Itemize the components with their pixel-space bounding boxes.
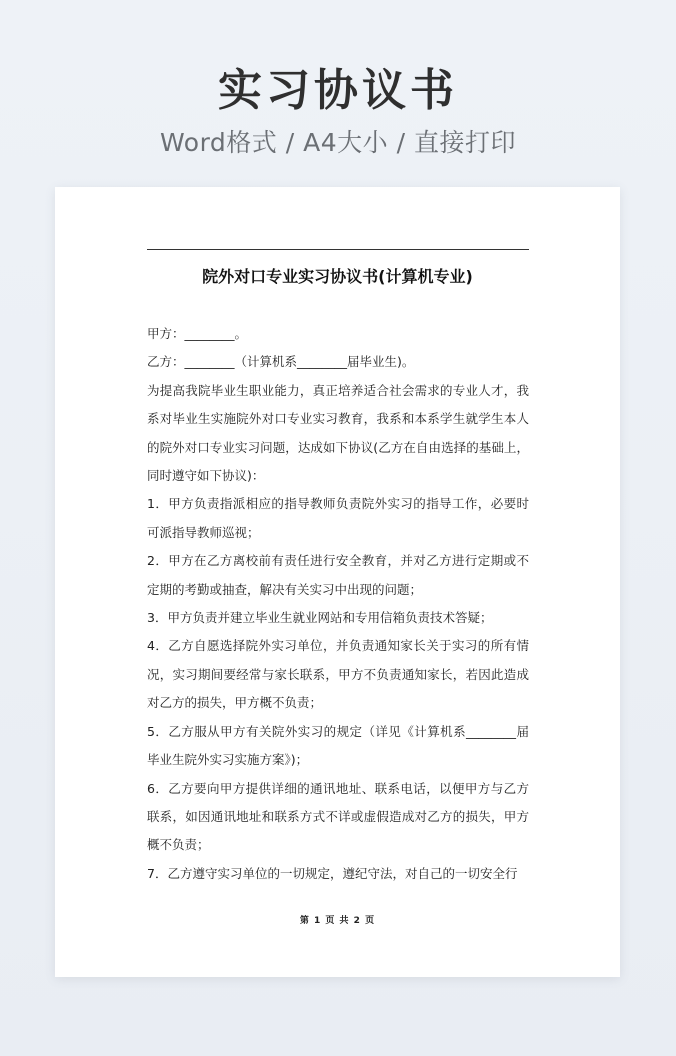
hero-header: [0, 58, 676, 160]
party-b-line: 乙方：________（计算机系________届毕业生)。: [147, 354, 415, 370]
clause-4: 4．乙方自愿选择院外实习单位，并负责通知家长关于实习的所有情况，实习期间要经常与家长联系，甲方不负责通知家长，若因此造成对乙方的损失，甲方概不负责；: [147, 638, 529, 711]
header-rule: [147, 249, 529, 250]
clause-6: 6．乙方要向甲方提供详细的通讯地址、联系电话，以便甲方与乙方联系，如因通讯地址和联系方式不详或虚假造成对乙方的损失，甲方概不负责；: [147, 780, 529, 853]
document-body: [147, 320, 529, 888]
clause-3: 3．甲方负责并建立毕业生就业网站和专用信箱负责技术答疑；: [147, 610, 493, 626]
document-title: 院外对口专业实习协议书(计算机专业): [202, 267, 473, 286]
clause-1: 1．甲方负责指派相应的指导教师负责院外实习的指导工作，必要时可派指导教师巡视；: [147, 496, 529, 540]
clause-5: 5．乙方服从甲方有关院外实习的规定（详见《计算机系________届毕业生院外实习实施方案》)；: [147, 723, 529, 768]
clause-7: 7．乙方遵守实习单位的一切规定，遵纪守法，对自己的一切安全行: [147, 865, 518, 881]
intro-paragraph: 为提高我院毕业生职业能力，真正培养适合社会需求的专业人才，我系对毕业生实施院外对口专业实习教育，我系和本系学生就学生本人的院外对口专业实习问题，达成如下协议(乙方在自由选择的基础上，同时遵守如下协议)：: [147, 382, 529, 484]
hero-subtitle: Word格式 / A4大小 / 直接打印: [160, 128, 516, 157]
party-a-line: 甲方：________。: [147, 326, 248, 341]
page-number: 第 1 页 共 2 页: [299, 916, 376, 926]
hero-title: 实习协议书: [218, 65, 458, 116]
document-page: [55, 187, 620, 977]
clause-2: 2．甲方在乙方离校前有责任进行安全教育，并对乙方进行定期或不定期的考勤或抽查，解决有关实习中出现的问题；: [147, 553, 529, 597]
